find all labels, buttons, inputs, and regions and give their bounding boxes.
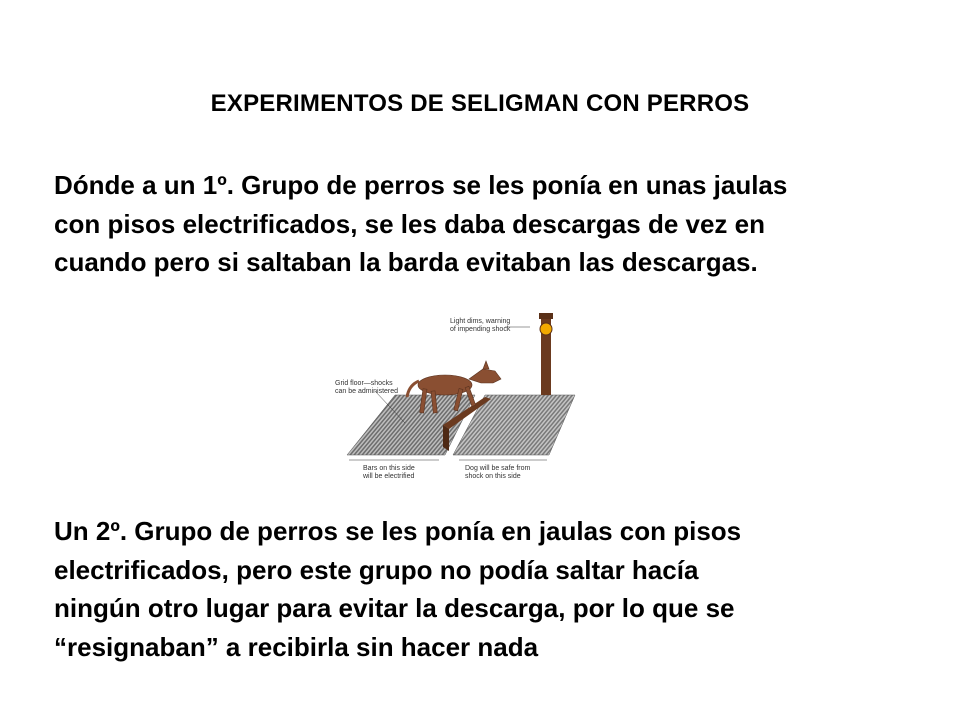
caption-grid-2: can be administered [335,388,399,395]
paragraph-line: Un 2º. Grupo de perros se les ponía en jaulas con pisos [54,516,742,546]
caption-safe-1: Dog will be safe from [465,465,531,472]
shuttle-box-illustration [335,305,585,483]
paragraph-second-group [54,512,934,666]
caption-safe-2: shock on this side [465,473,521,480]
shuttle-box-svg [335,305,585,483]
slide-title: EXPERIMENTOS DE SELIGMAN CON PERROS [210,90,750,117]
paragraph-line: electrificados, pero este grupo no podía saltar hacía [54,554,699,585]
paragraph-line: “resignaban” a recibirla sin hacer nada [54,631,539,662]
paragraph-line: Dónde a un 1º. Grupo de perros se les ponía en unas jaulas [54,170,788,200]
caption-light-2: of impending shock [450,326,511,333]
paragraph-line: ningún otro lugar para evitar la descarga, por lo que se [54,593,735,623]
warning-light-icon [540,323,552,335]
caption-bars-2: will be electrified [363,473,415,480]
paragraph-line: con pisos electrificados, se les daba descargas de vez en [54,208,765,239]
barrier-front [443,425,449,451]
caption-grid-1: Grid floor—shocks [335,380,393,387]
paragraph-first-group [54,166,934,282]
caption-bars-1: Bars on this side [363,465,415,472]
paragraph-line: cuando pero si saltaban la barda evitaban las descargas. [54,247,758,277]
caption-light-1: Light dims, warning [450,318,511,325]
